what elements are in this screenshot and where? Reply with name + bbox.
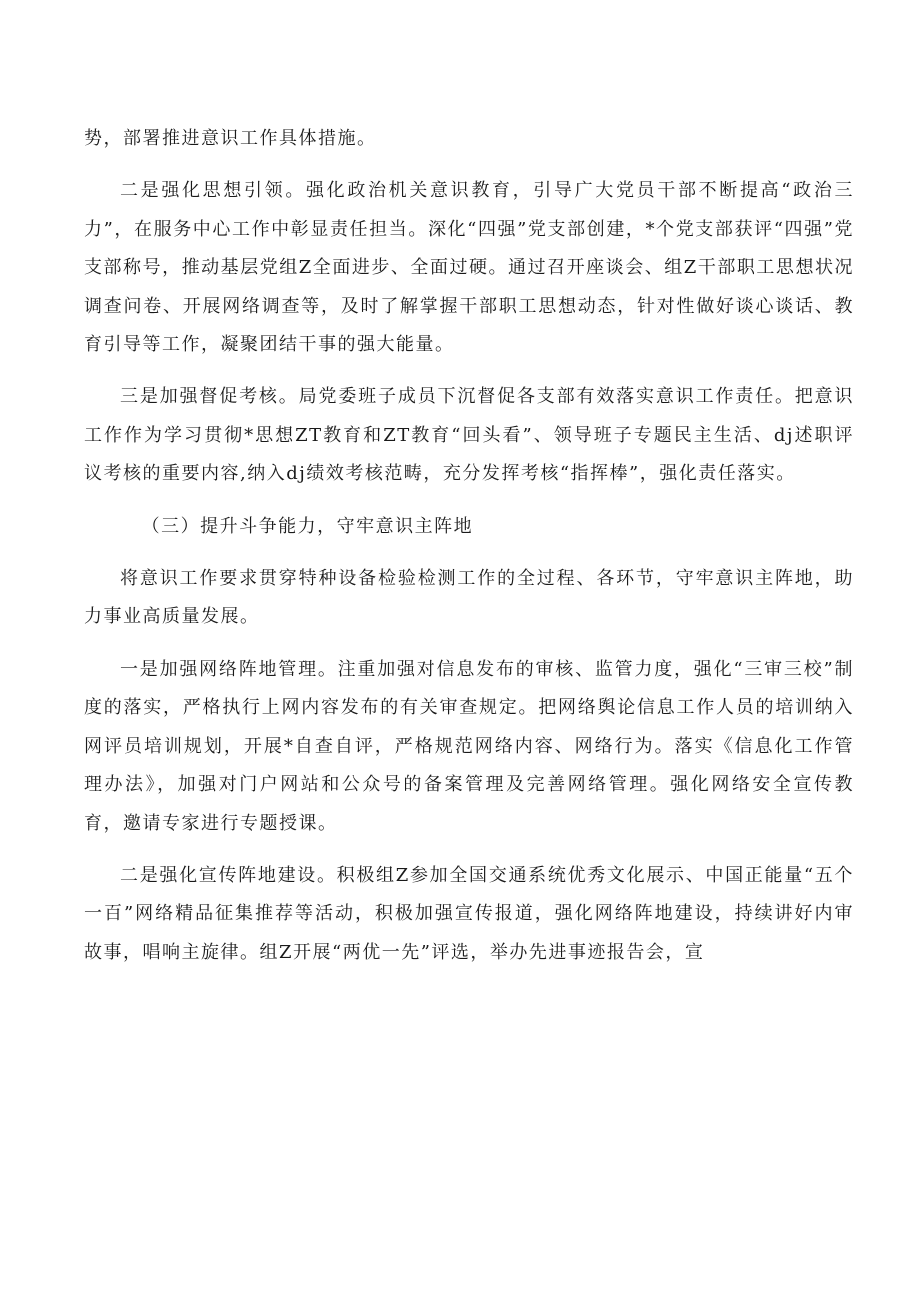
paragraph-continuation: 势，部署推进意识工作具体措施。 [84, 128, 377, 149]
paragraph-section-intro: 将意识工作要求贯穿特种设备检验检测工作的全过程、各环节，守牢意识主阵地，助力事业高质量发展。 [84, 568, 854, 628]
paragraph-supervision-assessment: 三是加强督促考核。局党委班子成员下沉督促各支部有效落实意识工作责任。把意识工作作为学习贯彻*思想ZT教育和ZT教育“回头看”、领导班子专题民主生活、dj述职评议考核的重要内容,纳入dj绩效考核范畴，充分发挥考核“指挥棒”，强化责任落实。 [84, 386, 854, 485]
paragraph-network-management: 一是加强网络阵地管理。注重加强对信息发布的审核、监管力度，强化“三审三校”制度的落实，严格执行上网内容发布的有关审查规定。把网络舆论信息工作人员的培训纳入网评员培训规划，开展*自查自评，严格规范网络内容、网络行为。落实《信息化工作管理办法》，加强对门户网站和公众号的备案管理及完善网络管理。强化网络安全宣传教育，邀请专家进行专题授课。 [84, 658, 854, 834]
paragraph-publicity-construction: 二是强化宣传阵地建设。积极组Z参加全国交通系统优秀文化展示、中国正能量“五个一百”网络精品征集推荐等活动，积极加强宣传报道，强化网络阵地建设，持续讲好内审故事，唱响主旋律。组Z开展“两优一先”评选，举办先进事迹报告会，宣 [84, 864, 854, 963]
section-heading: （三）提升斗争能力，守牢意识主阵地 [141, 515, 474, 537]
paragraph-thought-guidance: 二是强化思想引领。强化政治机关意识教育，引导广大党员干部不断提高“政治三力”，在服务中心工作中彰显责任担当。深化“四强”党支部创建，*个党支部获评“四强”党支部称号，推动基层党组Z全面进步、全面过硬。通过召开座谈会、组Z干部职工思想状况调查问卷、开展网络调查等，及时了解掌握干部职工思想动态，针对性做好谈心谈话、教育引导等工作，凝聚团结干事的强大能量。 [84, 180, 854, 356]
document-page [84, 120, 854, 972]
